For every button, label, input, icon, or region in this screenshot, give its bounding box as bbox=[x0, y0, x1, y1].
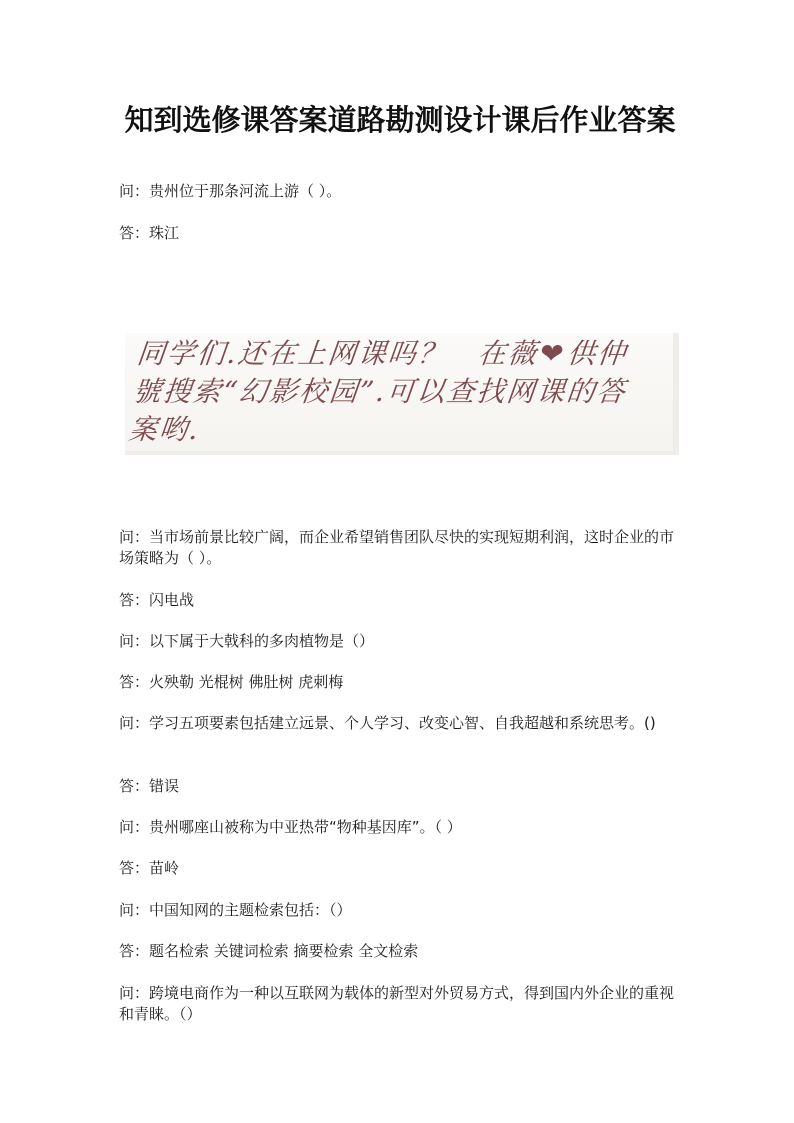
page-title: 知到选修课答案道路勘测设计课后作业答案 bbox=[124, 103, 676, 137]
answer-4: 答：错误 bbox=[119, 777, 180, 795]
answer-2: 答：闪电战 bbox=[119, 591, 195, 609]
question-5: 问：贵州哪座山被称为中亚热带“物种基因库”。（ ） bbox=[119, 818, 462, 836]
promo-line2: 號搜索“幻影校园”.可以查找网课的答 bbox=[131, 375, 629, 408]
question-4: 问：学习五项要素包括建立远景、个人学习、改变心智、自我超越和系统思考。() bbox=[119, 714, 656, 732]
question-2: 问：当市场前景比较广阔，而企业希望销售团队尽快的实现短期利润，这时企业的市场策略为（ ）。 bbox=[119, 528, 675, 567]
question-3: 问：以下属于大戟科的多肉植物是（） bbox=[119, 632, 375, 650]
heart-icon: ❤ bbox=[538, 337, 568, 370]
promo-line1-b: 供仲 bbox=[565, 337, 630, 370]
promo-handwriting bbox=[127, 335, 679, 449]
answer-3: 答：火殃勒 光棍树 佛肚树 虎刺梅 bbox=[119, 673, 344, 691]
answer-5: 答：苗岭 bbox=[119, 859, 180, 877]
answer-6: 答：题名检索 关键词检索 摘要检索 全文检索 bbox=[119, 942, 419, 960]
promo-banner bbox=[125, 333, 679, 455]
question-1: 问：贵州位于那条河流上游（ ）。 bbox=[119, 182, 342, 200]
promo-line3: 案哟. bbox=[127, 413, 202, 446]
question-6: 问：中国知网的主题检索包括：（） bbox=[119, 901, 352, 919]
question-7: 问：跨境电商作为一种以互联网为载体的新型对外贸易方式，得到国内外企业的重视和青睐。（） bbox=[119, 984, 675, 1023]
answer-1: 答：珠江 bbox=[119, 224, 180, 242]
promo-line1-a: 同学们.还在上网课吗？ 在薇 bbox=[135, 337, 540, 370]
